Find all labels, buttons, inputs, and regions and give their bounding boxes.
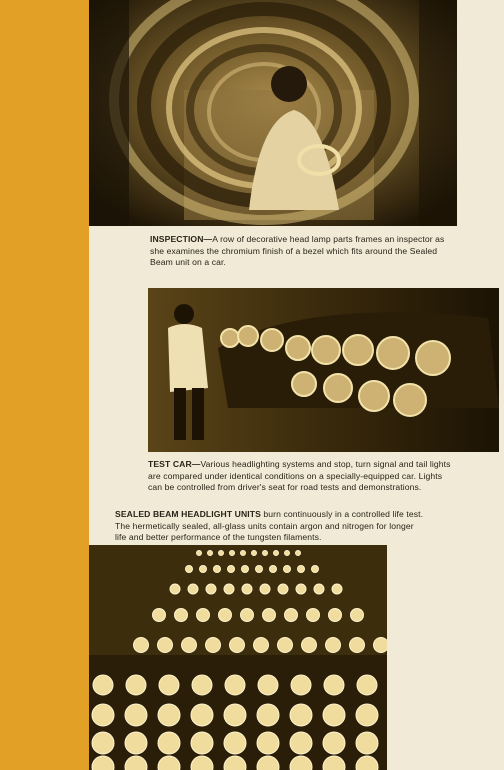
lamp-unit — [175, 609, 188, 622]
lamp-unit — [242, 566, 249, 573]
lamp-unit — [291, 675, 311, 695]
caption-body: Various headlighting systems and stop, turn signal and tail lights are compared under identical conditions on a specially-equipped car. Lights can be controlled from driver's seat for road tests and demonstrations. — [148, 459, 451, 493]
lamp-unit — [241, 609, 254, 622]
lamp-unit — [290, 704, 312, 726]
lamp-unit — [219, 551, 224, 556]
lamp-unit — [200, 566, 207, 573]
lamp-unit — [191, 732, 213, 754]
orange-sidebar-band — [0, 0, 89, 770]
lamp-unit — [92, 704, 114, 726]
lamp-unit — [153, 609, 166, 622]
lamp-unit — [298, 566, 305, 573]
lamp-unit — [314, 584, 324, 594]
lamp-unit — [302, 638, 317, 653]
lamp-unit — [350, 638, 365, 653]
man-beside-headlight-test-car-photo — [148, 288, 499, 452]
caption-lead: SEALED BEAM HEADLIGHT UNITS — [115, 509, 261, 519]
lamp-unit — [326, 638, 341, 653]
lamp-unit — [159, 675, 179, 695]
lamp-unit — [278, 584, 288, 594]
lamp-unit — [191, 704, 213, 726]
inspection-caption — [150, 234, 460, 269]
lamp-unit — [307, 609, 320, 622]
lamp-unit — [256, 566, 263, 573]
lamp-unit — [192, 675, 212, 695]
lamp-unit — [197, 551, 202, 556]
lamp-unit — [186, 566, 193, 573]
caption-lead: TEST CAR— — [148, 459, 201, 469]
lamp-unit — [332, 584, 342, 594]
lamp-unit — [241, 551, 246, 556]
rows-of-sealed-beam-units-photo — [89, 545, 387, 770]
lamp-unit — [374, 638, 388, 653]
lamp-unit — [206, 584, 216, 594]
lamp-unit — [270, 566, 277, 573]
lamp-unit — [263, 551, 268, 556]
test-car-caption — [148, 459, 458, 494]
lamp-unit — [351, 609, 364, 622]
lamp-unit — [206, 638, 221, 653]
lamp-unit — [274, 551, 279, 556]
lamp-unit — [290, 732, 312, 754]
caption-body: A row of decorative head lamp parts frames an inspector as she examines the chromium finish of a bezel which fits around the Sealed Beam unit on a car. — [150, 234, 445, 268]
test-car-photo — [148, 288, 499, 452]
lamp-unit — [224, 704, 246, 726]
lamp-unit — [357, 675, 377, 695]
lamp-unit — [356, 732, 378, 754]
lamp-unit — [92, 732, 114, 754]
lamp-unit — [242, 584, 252, 594]
lamp-unit — [252, 551, 257, 556]
lamp-unit — [182, 638, 197, 653]
lamp-unit — [219, 609, 232, 622]
lamp-unit — [329, 609, 342, 622]
lamp-unit — [230, 638, 245, 653]
lamp-unit — [285, 551, 290, 556]
lamp-unit — [324, 675, 344, 695]
lamp-unit — [258, 675, 278, 695]
lamp-unit — [323, 704, 345, 726]
lamp-unit — [296, 551, 301, 556]
lamp-unit — [188, 584, 198, 594]
lamp-unit — [260, 584, 270, 594]
lamp-unit — [214, 566, 221, 573]
caption-lead: INSPECTION— — [150, 234, 213, 244]
lamp-unit — [126, 675, 146, 695]
lamp-unit — [263, 609, 276, 622]
lamp-unit — [125, 704, 147, 726]
lamp-unit — [197, 609, 210, 622]
lamp-unit — [254, 638, 269, 653]
lamp-unit — [158, 638, 173, 653]
lamp-unit — [356, 704, 378, 726]
lamp-unit — [125, 732, 147, 754]
lamp-unit — [158, 732, 180, 754]
life-test-photo — [89, 545, 387, 770]
inspector-through-lamp-rings-photo — [89, 0, 457, 226]
lamp-unit — [228, 566, 235, 573]
lamp-unit — [208, 551, 213, 556]
lamp-unit — [224, 732, 246, 754]
inspection-photo — [89, 0, 457, 226]
life-test-caption — [115, 509, 425, 544]
lamp-unit — [284, 566, 291, 573]
lamp-unit — [225, 675, 245, 695]
lamp-unit — [278, 638, 293, 653]
lamp-unit — [296, 584, 306, 594]
lamp-unit — [224, 584, 234, 594]
lamp-unit — [285, 609, 298, 622]
lamp-unit — [170, 584, 180, 594]
lamp-unit — [312, 566, 319, 573]
lamp-unit — [257, 704, 279, 726]
lamp-unit — [158, 704, 180, 726]
caption-body: burn continuously in a controlled life test. The hermetically sealed, all-glass units contain argon and nitrogen for longer life and better performance of the tungsten filaments. — [115, 509, 424, 543]
lamp-unit — [323, 732, 345, 754]
lamp-unit — [230, 551, 235, 556]
lamp-unit — [134, 638, 149, 653]
lamp-unit — [257, 732, 279, 754]
lamp-unit — [93, 675, 113, 695]
